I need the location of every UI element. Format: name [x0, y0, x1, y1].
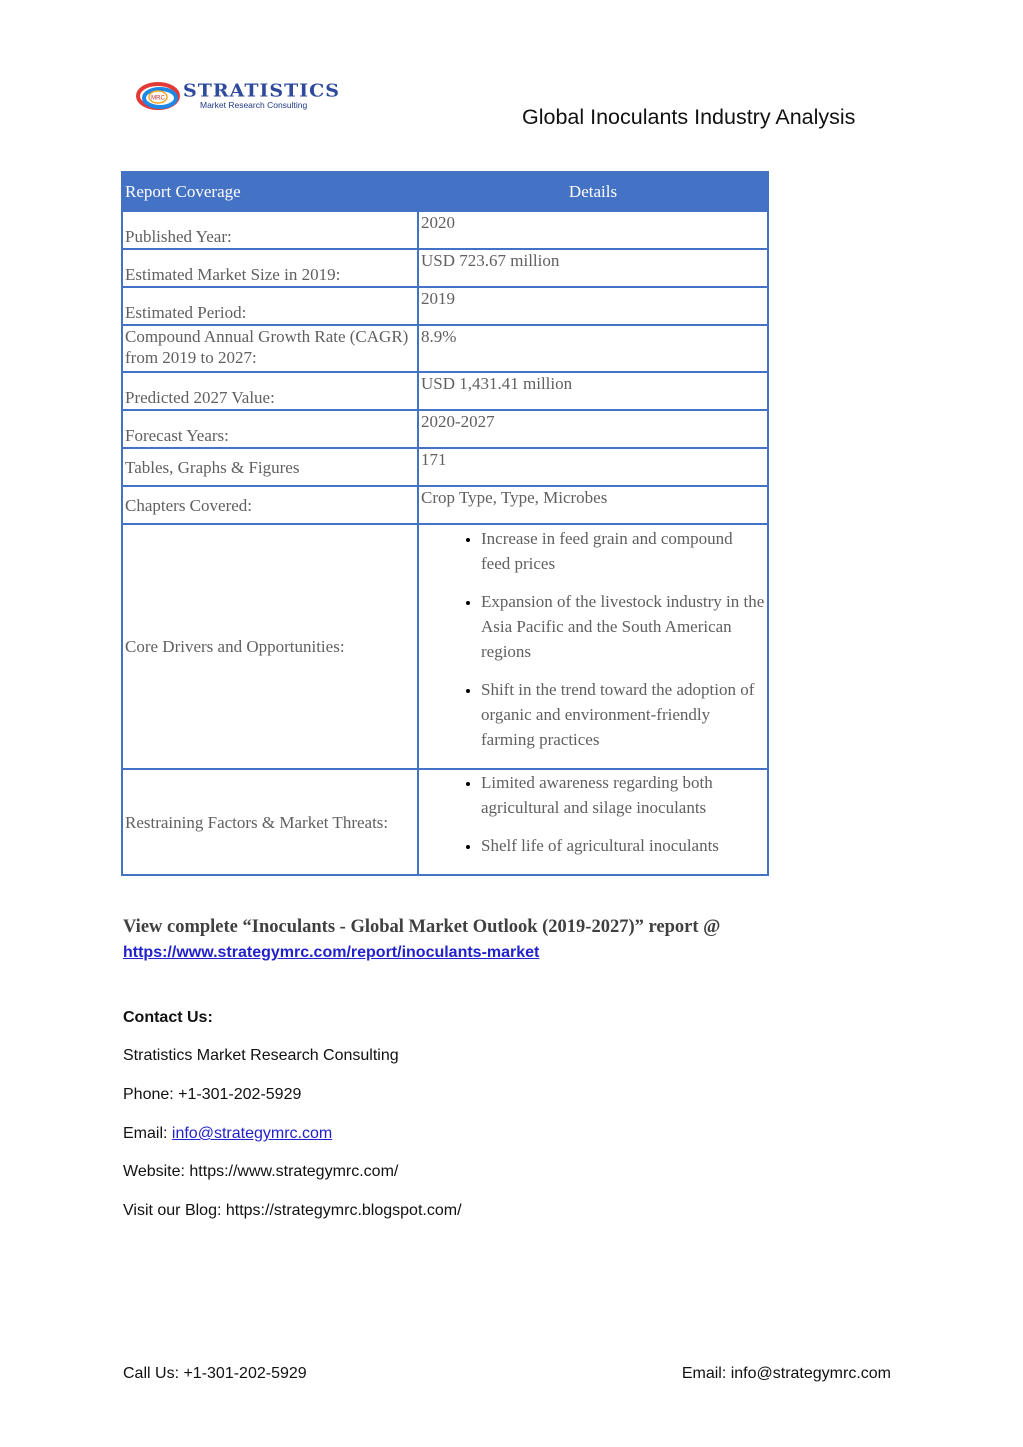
row-value: 171 — [418, 448, 768, 486]
row-value: 2019 — [418, 287, 768, 325]
list-item: • Increase in feed grain and compound feed prices — [481, 526, 765, 576]
row-label: Estimated Period: — [122, 287, 418, 325]
page-title: Global Inoculants Industry Analysis — [522, 105, 856, 129]
row-label: Tables, Graphs & Figures — [122, 448, 418, 486]
footer-phone: Call Us: +1-301-202-5929 — [123, 1365, 307, 1382]
logo-badge: MRC — [151, 95, 165, 102]
table-header-row — [122, 172, 768, 211]
row-value: 2020 — [418, 211, 768, 249]
list-item: • Shelf life of agricultural inoculants — [481, 833, 765, 858]
list-item: • Shift in the trend toward the adoption of organic and environment-friendly farming practices — [481, 677, 765, 752]
table-row — [122, 249, 768, 287]
contact-phone: Phone: +1-301-202-5929 — [123, 1086, 302, 1103]
drivers-list — [421, 526, 765, 752]
logo-name: STRATISTICS — [183, 80, 340, 102]
row-value: USD 723.67 million — [418, 249, 768, 287]
table-row — [122, 486, 768, 524]
contact-email-label: Email: — [123, 1125, 172, 1142]
table-row — [122, 448, 768, 486]
row-label: Chapters Covered: — [122, 486, 418, 524]
column-header-details: Details — [418, 172, 768, 211]
table-row — [122, 410, 768, 448]
restraints-row — [122, 769, 768, 875]
contact-company: Stratistics Market Research Consulting — [123, 1047, 399, 1064]
row-label: Compound Annual Growth Rate (CAGR) from 2019 to 2027: — [122, 325, 418, 372]
list-item: • Limited awareness regarding both agricultural and silage inoculants — [481, 770, 765, 820]
table-row — [122, 372, 768, 410]
column-header-coverage: Report Coverage — [122, 172, 418, 211]
row-label: Estimated Market Size in 2019: — [122, 249, 418, 287]
table-row — [122, 211, 768, 249]
footer-email: Email: info@strategymrc.com — [681, 1365, 891, 1382]
row-label: Published Year: — [122, 211, 418, 249]
row-label: Forecast Years: — [122, 410, 418, 448]
table-row — [122, 325, 768, 372]
row-value: 2020-2027 — [418, 410, 768, 448]
contact-heading: Contact Us: — [123, 1009, 213, 1026]
contact-website: Website: https://www.strategymrc.com/ — [123, 1163, 399, 1180]
row-value: 8.9% — [418, 325, 768, 372]
restraints-list-cell — [418, 769, 768, 875]
contact-blog: Visit our Blog: https://strategymrc.blogspot.com/ — [123, 1202, 462, 1219]
drivers-row — [122, 524, 768, 769]
report-cta-text: View complete “Inoculants - Global Market Outlook (2019-2027)” report @ — [123, 917, 721, 937]
report-coverage-table — [121, 171, 769, 876]
restraints-list — [421, 770, 765, 858]
drivers-list-cell — [418, 524, 768, 769]
restraints-label: Restraining Factors & Market Threats: — [122, 769, 418, 875]
logo-swirl-icon — [136, 80, 184, 116]
row-label: Predicted 2027 Value: — [122, 372, 418, 410]
logo-subtitle: Market Research Consulting — [200, 100, 308, 110]
list-item: • Expansion of the livestock industry in the Asia Pacific and the South American regions — [481, 589, 765, 664]
company-logo — [136, 78, 356, 118]
contact-email-link[interactable]: info@strategymrc.com — [171, 1125, 333, 1142]
table-row — [122, 287, 768, 325]
contact-email-line — [123, 1125, 332, 1143]
row-value: Crop Type, Type, Microbes — [418, 486, 768, 524]
report-link[interactable]: https://www.strategymrc.com/report/inoculants-market — [123, 944, 540, 961]
drivers-label: Core Drivers and Opportunities: — [122, 524, 418, 769]
row-value: USD 1,431.41 million — [418, 372, 768, 410]
